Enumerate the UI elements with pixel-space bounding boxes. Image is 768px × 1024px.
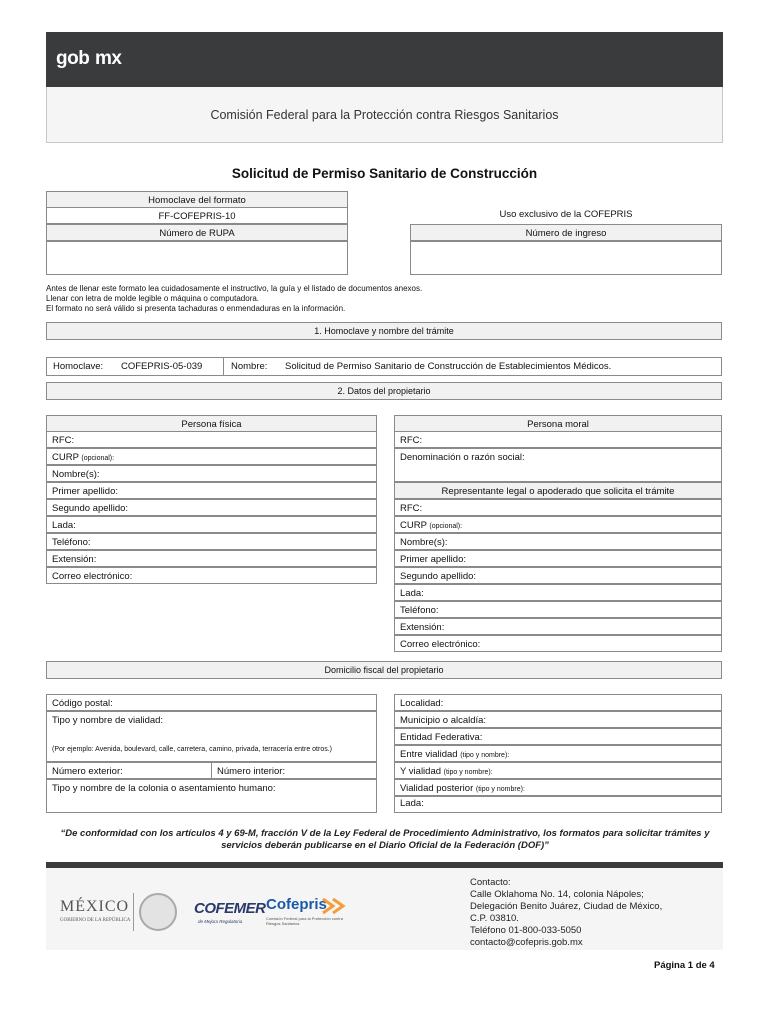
vialidad-ejemplo: (Por ejemplo: Avenida, boulevard, calle, carretera, camino, privada, terracería entre otros.): [52, 746, 333, 753]
vialidad-posterior-label: Vialidad posterior: [400, 783, 474, 794]
fisica-primer-apellido[interactable]: Primer apellido:: [46, 482, 377, 499]
entre-vialidad-note: (tipo y nombre):: [460, 752, 510, 759]
cofemer-sub: de Mejora Regulatoria: [198, 919, 243, 924]
colonia[interactable]: Tipo y nombre de la colonia o asentamiento humano:: [46, 779, 377, 813]
vialidad-posterior-note: (tipo y nombre):: [475, 786, 525, 793]
rep-lada[interactable]: Lada:: [394, 584, 722, 601]
logo-suffix: mx: [94, 48, 122, 69]
y-vialidad-note: (tipo y nombre):: [443, 769, 493, 776]
persona-moral-header: Persona moral: [394, 415, 722, 432]
gobmx-logo[interactable]: [56, 44, 121, 70]
page-number: Página 1 de 4: [654, 960, 715, 971]
numero-exterior[interactable]: Número exterior:: [46, 762, 212, 779]
fisica-segundo-apellido[interactable]: Segundo apellido:: [46, 499, 377, 516]
rep-correo[interactable]: Correo electrónico:: [394, 635, 722, 652]
fisica-nombre[interactable]: Nombre(s):: [46, 465, 377, 482]
mexico-logo-sub: GOBIERNO DE LA REPÚBLICA: [60, 918, 131, 923]
ingreso-field[interactable]: [410, 241, 722, 275]
instruction-2: Llenar con letra de molde legible o máquina o computadora.: [46, 294, 260, 303]
homoclave-format-label: Homoclave del formato: [46, 191, 348, 208]
curp-label: CURP: [52, 452, 79, 463]
uso-exclusivo-label: Uso exclusivo de la COFEPRIS: [499, 209, 633, 220]
homoclave-value[interactable]: COFEPRIS-05-039: [121, 361, 203, 372]
fisica-lada[interactable]: Lada:: [46, 516, 377, 533]
ingreso-label: Número de ingreso: [410, 224, 722, 241]
rep-primer-apellido[interactable]: Primer apellido:: [394, 550, 722, 567]
logo-text: gob: [56, 48, 90, 69]
moral-rfc[interactable]: RFC:: [394, 431, 722, 448]
contact-address-1: Calle Oklahoma No. 14, colonia Nápoles;: [470, 889, 644, 900]
contact-email[interactable]: contacto@cofepris.gob.mx: [470, 937, 583, 948]
cofemer-logo: COFEMER: [194, 900, 266, 917]
section-2-title: 2. Datos del propietario: [46, 382, 722, 400]
cofepris-sub: Comisión Federal para la Protección contra Riesgos Sanitarios: [266, 916, 343, 926]
entidad-federativa[interactable]: Entidad Federativa:: [394, 728, 722, 745]
fisica-extension[interactable]: Extensión:: [46, 550, 377, 567]
vialidad-posterior[interactable]: [394, 779, 722, 796]
rep-telefono[interactable]: Teléfono:: [394, 601, 722, 618]
rep-curp[interactable]: [394, 516, 722, 533]
cofepris-logo: Cofepris: [266, 896, 327, 913]
rep-extension[interactable]: Extensión:: [394, 618, 722, 635]
agency-name: Comisión Federal para la Protección contra Riesgos Sanitarios: [46, 87, 723, 143]
form-title: Solicitud de Permiso Sanitario de Construcción: [231, 166, 538, 181]
logo-divider: [133, 893, 134, 931]
nombre-value[interactable]: Solicitud de Permiso Sanitario de Construcción de Establecimientos Médicos.: [285, 361, 612, 372]
y-vialidad-label: Y vialidad: [400, 766, 442, 777]
top-banner: [46, 32, 723, 87]
homoclave-format-value: FF-COFEPRIS-10: [46, 207, 348, 224]
instruction-3: El formato no será válido si presenta tachaduras o enmendaduras en la información.: [46, 304, 346, 313]
section-1-title: 1. Homoclave y nombre del trámite: [46, 322, 722, 340]
contact-zip: C.P. 03810.: [470, 913, 519, 924]
moral-denominacion[interactable]: Denominación o razón social:: [394, 448, 722, 482]
nombre-label: Nombre:: [231, 361, 268, 372]
cofepris-arrow-icon: [321, 897, 351, 918]
entre-vialidad-label: Entre vialidad: [400, 749, 458, 760]
coat-of-arms-icon: [139, 893, 177, 931]
rep-segundo-apellido[interactable]: Segundo apellido:: [394, 567, 722, 584]
tramite-row: [46, 357, 722, 376]
fisica-rfc[interactable]: RFC:: [46, 431, 377, 448]
domicilio-title: Domicilio fiscal del propietario: [46, 661, 722, 679]
divider: [223, 358, 224, 375]
rep-curp-label: CURP: [400, 520, 427, 531]
rep-rfc[interactable]: RFC:: [394, 499, 722, 516]
mexico-logo-text: MÉXICO: [60, 898, 130, 915]
curp-note: (opcional):: [81, 455, 115, 462]
numero-interior[interactable]: Número interior:: [211, 762, 377, 779]
localidad[interactable]: Localidad:: [394, 694, 722, 711]
instruction-1: Antes de llenar este formato lea cuidadosamente el instructivo, la guía y el listado de documentos anexos.: [46, 284, 423, 293]
fisica-telefono[interactable]: Teléfono:: [46, 533, 377, 550]
contact-address-2: Delegación Benito Juárez, Ciudad de México,: [470, 901, 663, 912]
legal-quote: “De conformidad con los artículos 4 y 69-M, fracción V de la Ley Federal de Procedimiento Administrativo, los formatos para solicitar trámites y servicios deberán publicarse en el Diario Oficial de la Federación (DOF)”: [60, 828, 710, 851]
codigo-postal[interactable]: Código postal:: [46, 694, 377, 711]
domicilio-lada[interactable]: Lada:: [394, 796, 722, 813]
homoclave-label: Homoclave:: [53, 361, 104, 372]
rupa-field[interactable]: [46, 241, 348, 275]
tipo-vialidad-label: Tipo y nombre de vialidad:: [52, 715, 164, 726]
rep-nombre[interactable]: Nombre(s):: [394, 533, 722, 550]
rep-curp-note: (opcional):: [429, 523, 463, 530]
fisica-curp[interactable]: [46, 448, 377, 465]
fisica-correo[interactable]: Correo electrónico:: [46, 567, 377, 584]
municipio[interactable]: Municipio o alcaldía:: [394, 711, 722, 728]
rupa-label: Número de RUPA: [46, 224, 348, 241]
persona-fisica-header: Persona física: [46, 415, 377, 432]
tipo-vialidad[interactable]: [46, 711, 377, 762]
contact-heading: Contacto:: [470, 877, 511, 888]
entre-vialidad[interactable]: [394, 745, 722, 762]
contact-phone[interactable]: Teléfono 01-800-033-5050: [470, 925, 582, 936]
y-vialidad[interactable]: [394, 762, 722, 779]
representante-header: Representante legal o apoderado que solicita el trámite: [394, 482, 722, 499]
